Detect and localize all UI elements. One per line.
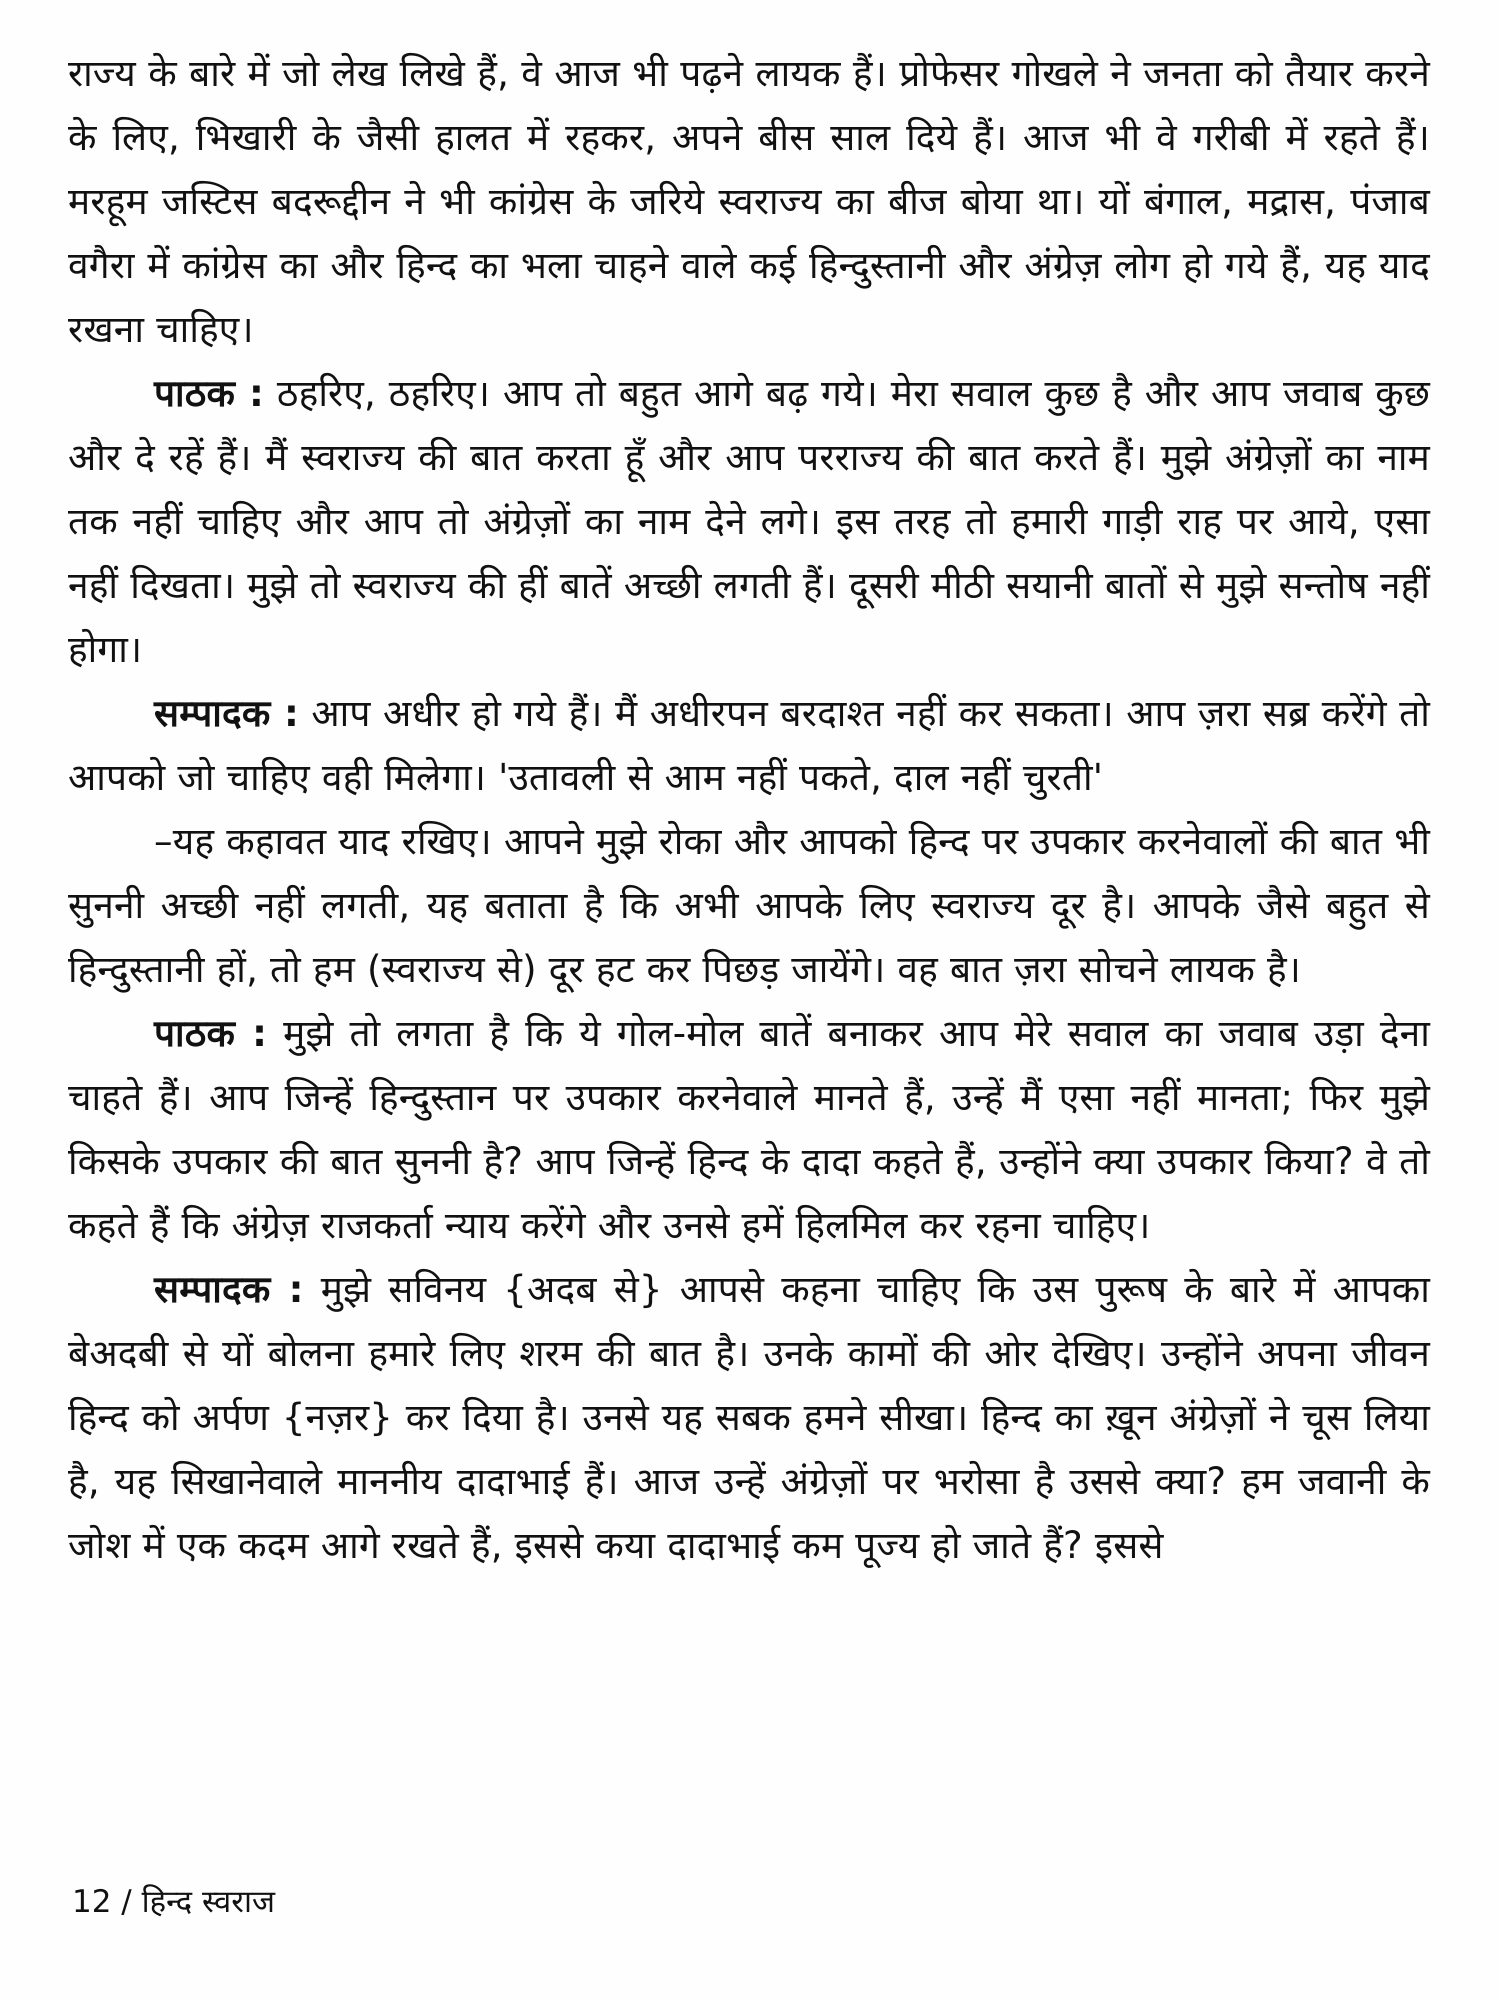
body-text bbox=[68, 42, 1430, 1578]
paragraph-1 bbox=[68, 42, 1430, 362]
paragraph-5 bbox=[68, 1002, 1430, 1258]
page-number-and-title: 12 / हिन्द स्वराज bbox=[72, 1884, 275, 1920]
speaker-editor-label: सम्पादक : bbox=[154, 692, 299, 735]
paragraph-2 bbox=[68, 362, 1430, 682]
paragraph-3 bbox=[68, 682, 1430, 810]
paragraph-1-text: राज्य के बारे में जो लेख लिखे हैं, वे आज भी पढ़ने लायक हैं। प्रोफेसर गोखले ने जनता को तैयार करने के लिए, भिखारी के जैसी हालत में रहकर, अपने बीस साल दिये हैं। आज भी वे गरीबी में रहते हैं। मरहूम जस्टिस बदरूद्दीन ने भी कांग्रेस के जरिये स्वराज्य का बीज बोया था। यों बंगाल, मद्रास, पंजाब वगैरा में कांग्रेस का और हिन्द का भला चाहने वाले कई हिन्दुस्तानी और अंग्रेज़ लोग हो गये हैं, यह याद रखना चाहिए। bbox=[68, 52, 1430, 351]
paragraph-6 bbox=[68, 1258, 1430, 1578]
speaker-reader-label: पाठक : bbox=[154, 372, 265, 415]
paragraph-2-text: ठहरिए, ठहरिए। आप तो बहुत आगे बढ़ गये। मेरा सवाल कुछ है और आप जवाब कुछ और दे रहें हैं। मैं स्वराज्य की बात करता हूँ और आप परराज्य की बात करते हैं। मुझे अंग्रेज़ों का नाम तक नहीं चाहिए और आप तो अंग्रेज़ों का नाम देने लगे। इस तरह तो हमारी गाड़ी राह पर आये, एसा नहीं दिखता। मुझे तो स्वराज्य की हीं बातें अच्छी लगती हैं। दूसरी मीठी सयानी बातों से मुझे सन्तोष नहीं होगा। bbox=[68, 372, 1430, 671]
page-footer bbox=[72, 1882, 275, 1922]
paragraph-5-text: मुझे तो लगता है कि ये गोल-मोल बातें बनाकर आप मेरे सवाल का जवाब उड़ा देना चाहते हैं। आप जिन्हें हिन्दुस्तान पर उपकार करनेवाले मानते हैं, उन्हें मैं एसा नहीं मानता; फिर मुझे किसके उपकार की बात सुननी है? आप जिन्हें हिन्द के दादा कहते हैं, उन्होंने क्या उपकार किया? वे तो कहते हैं कि अंग्रेज़ राजकर्ता न्याय करेंगे और उनसे हमें हिलमिल कर रहना चाहिए। bbox=[68, 1012, 1430, 1247]
paragraph-4-text: –यह कहावत याद रखिए। आपने मुझे रोका और आपको हिन्द पर उपकार करनेवालों की बात भी सुननी अच्छी नहीं लगती, यह बताता है कि अभी आपके लिए स्वराज्य दूर है। आपके जैसे बहुत से हिन्दुस्तानी हों, तो हम (स्वराज्य से) दूर हट कर पिछड़ जायेंगे। वह बात ज़रा सोचने लायक है। bbox=[68, 820, 1430, 991]
paragraph-6-text: मुझे सविनय {अदब से} आपसे कहना चाहिए कि उस पुरूष के बारे में आपका बेअदबी से यों बोलना हमारे लिए शरम की बात है। उनके कामों की ओर देखिए। उन्होंने अपना जीवन हिन्द को अर्पण {नज़र} कर दिया है। उनसे यह सबक हमने सीखा। हिन्द का ख़ून अंग्रेज़ों ने चूस लिया है, यह सिखानेवाले माननीय दादाभाई हैं। आज उन्हें अंग्रेज़ों पर भरोसा है उससे क्या? हम जवानी के जोश में एक कदम आगे रखते हैं, इससे कया दादाभाई कम पूज्य हो जाते हैं? इससे bbox=[68, 1268, 1431, 1567]
speaker-reader-label: पाठक : bbox=[154, 1012, 268, 1055]
paragraph-4 bbox=[68, 810, 1430, 1002]
paragraph-3-text: आप अधीर हो गये हैं। मैं अधीरपन बरदाश्त नहीं कर सकता। आप ज़रा सब्र करेंगे तो आपको जो चाहिए वही मिलेगा। 'उतावली से आम नहीं पकते, दाल नहीं चुरती' bbox=[68, 692, 1431, 799]
speaker-editor-label: सम्पादक : bbox=[154, 1268, 304, 1311]
